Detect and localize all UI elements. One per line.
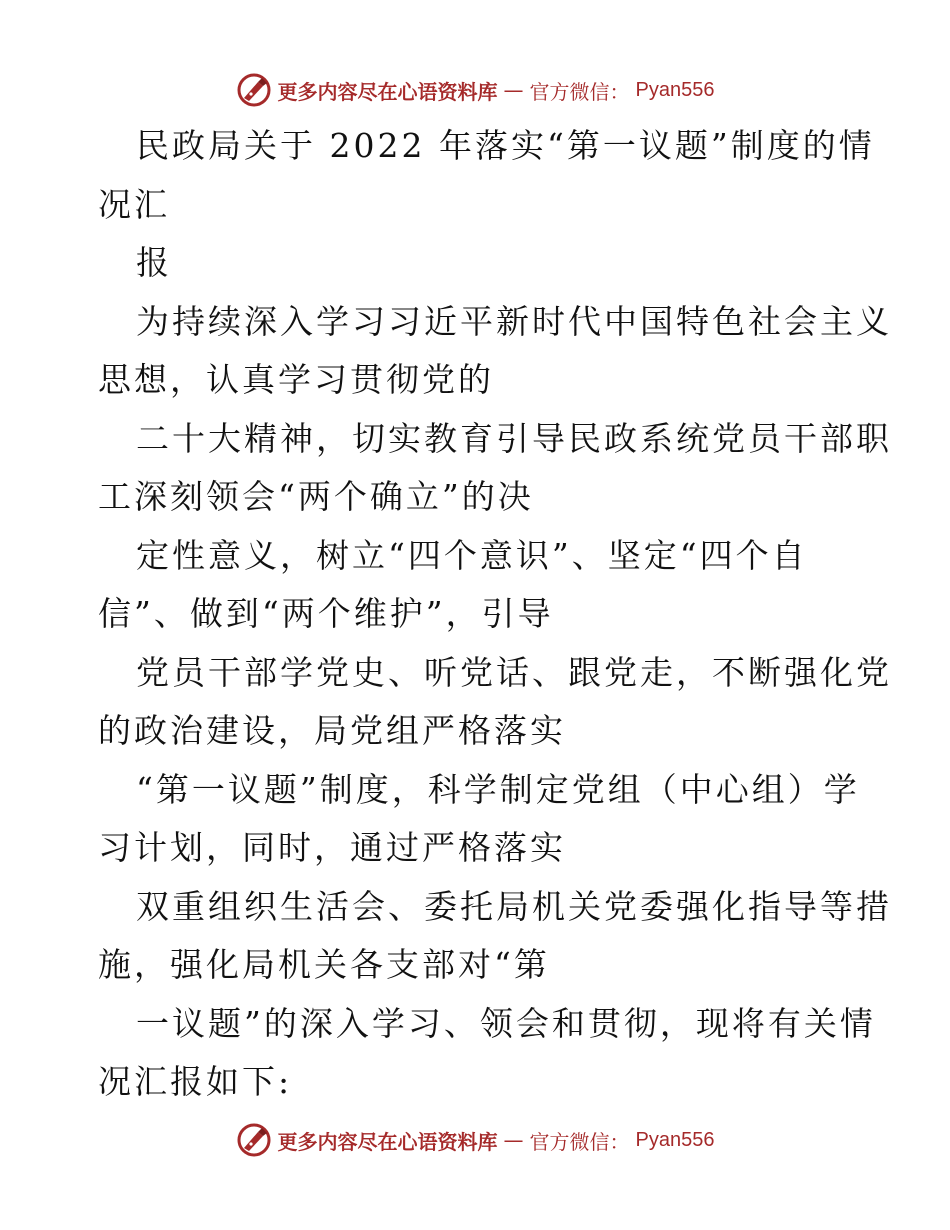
doc-line-6: 二十大精神，切实教育引导民政系统党员干部职 [136,418,892,458]
doc-line-9: 信”、做到“两个维护”，引导 [98,594,554,633]
banner-wechat-label: 官方微信： [529,1129,630,1154]
doc-line-8: 定性意义，树立“四个意识”、坚定“四个自 [136,535,808,575]
doc-line-17: 况汇报如下: [98,1062,293,1101]
doc-line-4: 为持续深入学习习近平新时代中国特色社会主义 [136,301,892,341]
banner-brand-text: 更多内容尽在心语资料库 [277,79,498,104]
banner-brand-text: 更多内容尽在心语资料库 [277,1129,498,1154]
banner-wechat-label: 官方微信： [529,79,630,104]
pen-nib-logo-icon [236,1122,272,1158]
doc-line-12: “第一议题”制度，科学制定党组（中心组）学 [136,769,860,809]
doc-line-11: 的政治建设，局党组严格落实 [98,711,566,750]
pen-nib-logo-icon [236,72,272,108]
doc-line-7: 工深刻领会“两个确立”的决 [98,477,534,516]
doc-line-15: 施，强化局机关各支部对“第 [98,945,550,984]
banner-content [236,1122,715,1158]
doc-line-10: 党员干部学党史、听党话、跟党走，不断强化党 [136,652,892,692]
banner-dash: — [503,1128,524,1152]
banner-wechat-id: Pyan556 [635,78,715,101]
doc-line-14: 双重组织生活会、委托局机关党委强化指导等措 [136,886,892,926]
doc-line-2: 况汇 [98,184,170,224]
footer-banner [0,1120,950,1160]
banner-dash: — [503,78,524,102]
banner-content [236,72,715,108]
header-banner [0,70,950,110]
doc-line-16: 一议题”的深入学习、领会和贯彻，现将有关情 [136,1003,876,1043]
banner-wechat-id: Pyan556 [635,1128,715,1151]
doc-line-1: 民政局关于 2022 年落实“第一议题”制度的情 [136,126,875,165]
doc-line-5: 思想，认真学习贯彻党的 [98,360,494,399]
doc-line-13: 习计划，同时，通过严格落实 [98,828,566,867]
document-body [98,117,892,1112]
doc-line-3: 报 [136,243,172,282]
